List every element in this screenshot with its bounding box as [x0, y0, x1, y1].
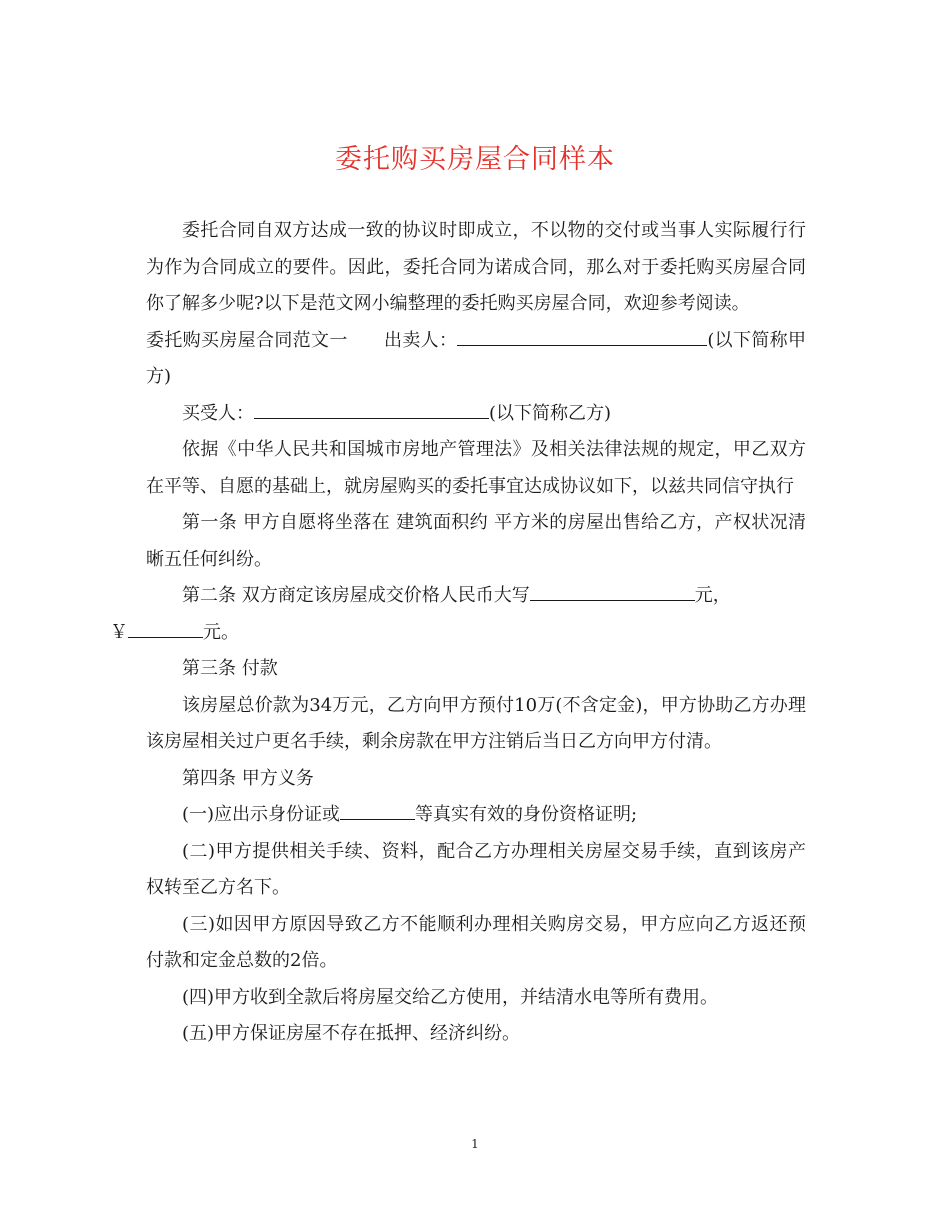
article-4-item-1	[146, 797, 806, 834]
seller-paragraph	[146, 323, 806, 396]
buyer-suffix: (以下简称乙方)	[489, 402, 612, 424]
article-3-body: 该房屋总价款为34万元，乙方向甲方预付10万(不含定金)，甲方协助乙方办理该房屋相关过户更名手续，剩余房款在甲方注销后当日乙方向甲方付清。	[146, 694, 806, 752]
price-number-blank	[128, 619, 203, 638]
article-1: 第一条 甲方自愿将坐落在 建筑面积约 平方米的房屋出售给乙方，产权状况清晰五任何纠纷。	[146, 512, 806, 570]
seller-blank	[457, 327, 707, 346]
document-title: 委托购买房屋合同样本	[335, 144, 615, 175]
article-4-item-5: (五)甲方保证房屋不存在抵押、经济纠纷。	[182, 1023, 521, 1044]
seller-label: 出卖人：	[383, 329, 458, 351]
id-doc-blank	[340, 801, 415, 820]
buyer-blank	[254, 400, 489, 419]
article-2-unit-2: 元。	[203, 621, 239, 643]
article-4-heading: 第四条 甲方义务	[182, 767, 314, 789]
buyer-label: 买受人：	[182, 402, 254, 424]
article-2	[110, 578, 806, 651]
basis-paragraph: 依据《中华人民共和国城市房地产管理法》及相关法律法规的规定，甲乙双方在平等、自愿的基础上，就房屋购买的委托事宜达成协议如下，以兹共同信守执行	[146, 439, 806, 497]
item-1-suffix: 等真实有效的身份资格证明;	[415, 804, 638, 825]
seller-suffix: (以下简称甲方)	[146, 329, 807, 387]
intro-paragraph: 委托合同自双方达成一致的协议时即成立，不以物的交付或当事人实际履行行为作为合同成立的要件。因此，委托合同为诺成合同，那么对于委托购买房屋合同你了解多少呢?以下是范文网小编整理的委托购买房屋合同，欢迎参考阅读。	[146, 220, 806, 314]
price-words-blank	[530, 582, 695, 601]
item-1-prefix: (一)应出示身份证或	[182, 804, 341, 825]
article-4-item-2: (二)甲方提供相关手续、资料，配合乙方办理相关房屋交易手续，直到该房产权转至乙方名下。	[146, 840, 806, 898]
currency-symbol: ￥	[110, 621, 128, 643]
document-body	[110, 213, 807, 1053]
article-2-unit-1: 元，	[694, 585, 731, 606]
article-2-prefix: 第二条 双方商定该房屋成交价格人民币大写	[182, 585, 530, 606]
article-4-item-4: (四)甲方收到全款后将房屋交给乙方使用，并结清水电等所有费用。	[182, 986, 719, 1008]
sample-title: 委托购买房屋合同范文一	[146, 329, 348, 351]
article-4-item-3: (三)如因甲方原因导致乙方不能顺利办理相关购房交易，甲方应向乙方返还预付款和定金总数的2倍。	[146, 913, 806, 971]
buyer-paragraph	[146, 396, 806, 433]
article-3-heading: 第三条 付款	[182, 658, 278, 679]
page-number: 1	[471, 1137, 479, 1151]
